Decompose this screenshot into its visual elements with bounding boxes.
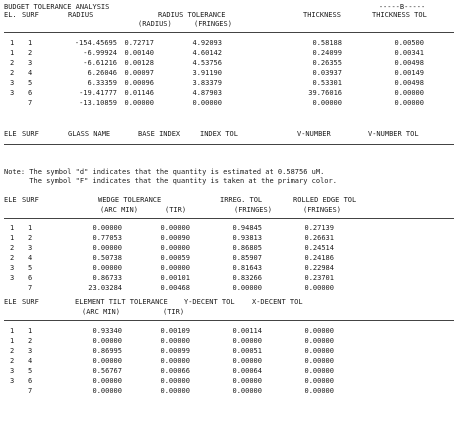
table1-cell: 0.00341 [394,49,424,57]
table1-cell: 7 [28,99,33,107]
table1-header: RADIUS [68,11,94,19]
table4-cell: 0.00066 [160,367,190,375]
table3-header: IRREG. TOL [220,196,263,204]
table1-cell: 2 [10,69,15,77]
table2-header: ELE [4,130,17,138]
table1-cell: 0.00128 [124,59,154,67]
table4-cell: 0.00051 [232,347,262,355]
table4-cell: 4 [28,357,33,365]
table4-cell: 0.00000 [92,357,122,365]
table1-cell: 3.91190 [192,69,222,77]
table1-cell: 0.24099 [312,49,342,57]
table3-cell: 1 [28,224,33,232]
table3-cell: 0.00000 [160,264,190,272]
table4-cell: 3 [10,367,15,375]
table4-header: Y-DECENT TOL [184,298,235,306]
table4-cell: 0.00000 [304,377,334,385]
table4-cell: 0.00000 [92,337,122,345]
table3-cell: 0.00090 [160,234,190,242]
table1-cell: 0.01146 [124,89,154,97]
table1-cell: -6.61216 [83,59,117,67]
table4-header: ELE [4,298,17,306]
table2-header: SURF [22,130,39,138]
table1-cell: 0.00149 [394,69,424,77]
table4-cell: 0.00000 [304,387,334,395]
table1-cell: 3 [28,59,33,67]
table1-cell: 6.33359 [87,79,117,87]
table3-cell: 0.23701 [304,274,334,282]
table1-cell: 0.00000 [394,89,424,97]
table3-header: SURF [22,196,39,204]
table1-cell: 0.00097 [124,69,154,77]
table3-cell: 2 [28,234,33,242]
table4-cell: 0.00000 [304,347,334,355]
table1-cell: 0.00000 [124,99,154,107]
table3-cell: 3 [28,244,33,252]
table4-cell: 5 [28,367,33,375]
table4-cell: 0.00000 [232,387,262,395]
table2-header: V-NUMBER [297,130,331,138]
table4-cell: 0.00000 [304,337,334,345]
table1-cell: 4.60142 [192,49,222,57]
table3-cell: 0.94845 [232,224,262,232]
table2-header: V-NUMBER TOL [368,130,419,138]
table3-subheader: (TIR) [165,206,187,214]
table1-cell: 2 [10,59,15,67]
table1-cell: 0.58188 [312,39,342,47]
table1-cell: 0.00000 [192,99,222,107]
table1-cell: 1 [10,49,15,57]
table3-cell: 0.00000 [92,244,122,252]
table3-cell: 0.00000 [304,284,334,292]
table4-cell: 0.00000 [160,357,190,365]
table3-cell: 0.83266 [232,274,262,282]
table2-header: GLASS NAME [68,130,111,138]
report-title: BUDGET TOLERANCE ANALYSIS [4,3,110,11]
table2-header: BASE INDEX [138,130,181,138]
table2-divider [4,144,454,145]
table3-cell: 0.81643 [232,264,262,272]
table1-cell: -6.99924 [83,49,117,57]
table4-cell: 0.00000 [232,377,262,385]
table1-subheader: (RADIUS) [138,20,172,28]
table3-header: ELE [4,196,17,204]
table4-cell: 0.56767 [92,367,122,375]
table3-cell: 0.77053 [92,234,122,242]
table1-divider [4,32,454,33]
table3-subheader: (FRINGES) [303,206,341,214]
table1-header: THICKNESS TOL [372,11,427,19]
table4-cell: 0.00000 [160,387,190,395]
table1-cell: 3.83379 [192,79,222,87]
table1-cell: 39.76016 [308,89,342,97]
table4-cell: 1 [10,327,15,335]
table3-divider [4,218,454,219]
table3-cell: 3 [10,274,15,282]
table1-header: SURF [22,11,39,19]
table1-cell: 0.03937 [312,69,342,77]
table4-cell: 2 [28,337,33,345]
table4-cell: 1 [28,327,33,335]
table3-cell: 0.85907 [232,254,262,262]
table4-header: SURF [22,298,39,306]
table1-cell: 0.72717 [124,39,154,47]
table1-cell: 4.53756 [192,59,222,67]
table1-cell: 6 [28,89,33,97]
table3-cell: 0.00000 [232,284,262,292]
table3-cell: 2 [10,244,15,252]
table1-cell: 2 [28,49,33,57]
table4-cell: 2 [10,357,15,365]
table1-cell: 4 [28,69,33,77]
table3-cell: 0.00101 [160,274,190,282]
table4-cell: 0.00064 [232,367,262,375]
table4-subheader: (ARC MIN) [82,308,120,316]
table3-cell: 0.26631 [304,234,334,242]
table3-cell: 0.24186 [304,254,334,262]
table1-cell: -154.45695 [74,39,117,47]
table4-cell: 2 [10,347,15,355]
table4-cell: 0.00000 [92,387,122,395]
table1-cell: 0.53301 [312,79,342,87]
table4-cell: 0.00000 [160,337,190,345]
table3-cell: 7 [28,284,33,292]
table4-cell: 0.00000 [304,357,334,365]
table1-cell: 1 [10,39,15,47]
table3-cell: 6 [28,274,33,282]
table1-cell: 0.00000 [394,99,424,107]
table4-cell: 0.00114 [232,327,262,335]
table1-cell: 3 [10,89,15,97]
table4-cell: 7 [28,387,33,395]
table1-subheader: (FRINGES) [194,20,232,28]
table3-cell: 0.27139 [304,224,334,232]
table3-cell: 0.86805 [232,244,262,252]
table3-cell: 0.00000 [92,224,122,232]
table4-cell: 1 [10,337,15,345]
table4-subheader: (TIR) [163,308,185,316]
table3-cell: 2 [10,254,15,262]
table3-subheader: (FRINGES) [234,206,272,214]
table3-cell: 0.00000 [92,264,122,272]
table4-cell: 0.86995 [92,347,122,355]
table1-cell: 4.92093 [192,39,222,47]
table2-header: INDEX TOL [200,130,238,138]
table1-cell: 0.00500 [394,39,424,47]
table4-cell: 0.00000 [92,377,122,385]
note-line: The symbol "F" indicates that the quantity is taken at the primary color. [4,177,337,185]
table1-cell: -13.10859 [79,99,117,107]
table3-cell: 3 [10,264,15,272]
table4-cell: 0.00000 [304,367,334,375]
table4-cell: 0.00000 [160,377,190,385]
table3-header: WEDGE TOLERANCE [98,196,162,204]
table4-cell: 0.00000 [232,337,262,345]
table4-cell: 6 [28,377,33,385]
table4-cell: 3 [28,347,33,355]
table3-cell: 0.00000 [160,224,190,232]
table1-cell: 0.00140 [124,49,154,57]
table3-cell: 1 [10,234,15,242]
table1-cell: 3 [10,79,15,87]
table1-cell: 5 [28,79,33,87]
table3-cell: 0.86733 [92,274,122,282]
note-line: Note: The symbol "d" indicates that the quantity is estimated at 0.58756 uM. [4,168,325,176]
table4-cell: 0.93340 [92,327,122,335]
table4-divider [4,320,454,321]
table1-cell: 0.00498 [394,79,424,87]
table1-header: THICKNESS [303,11,341,19]
table4-cell: 0.00099 [160,347,190,355]
table3-cell: 0.00000 [160,244,190,252]
table1-cell: 0.00000 [312,99,342,107]
table3-cell: 0.24514 [304,244,334,252]
table3-cell: 0.93813 [232,234,262,242]
table3-cell: 1 [10,224,15,232]
table3-cell: 0.50738 [92,254,122,262]
table1-cell: 0.00498 [394,59,424,67]
table1-cell: 4.87903 [192,89,222,97]
table3-cell: 5 [28,264,33,272]
table3-cell: 0.00059 [160,254,190,262]
table3-cell: 0.22984 [304,264,334,272]
table1-header: RADIUS TOLERANCE [158,11,226,19]
table3-header: ROLLED EDGE TOL [293,196,357,204]
table4-cell: 0.00109 [160,327,190,335]
table1-cell: 6.26046 [87,69,117,77]
table1-cell: -19.41777 [79,89,117,97]
table4-cell: 0.00000 [304,327,334,335]
table4-cell: 0.00000 [232,357,262,365]
table3-cell: 4 [28,254,33,262]
table1-cell: 0.00096 [124,79,154,87]
table1-header: EL. [4,11,17,19]
table4-header: X-DECENT TOL [252,298,303,306]
table3-cell: 0.00468 [160,284,190,292]
table4-header: ELEMENT TILT TOLERANCE [75,298,168,306]
b-column-marker: -----B----- [378,3,426,11]
table3-cell: 23.03284 [88,284,122,292]
table1-cell: 1 [28,39,33,47]
table4-cell: 3 [10,377,15,385]
table1-cell: 0.26355 [312,59,342,67]
table3-subheader: (ARC MIN) [100,206,138,214]
